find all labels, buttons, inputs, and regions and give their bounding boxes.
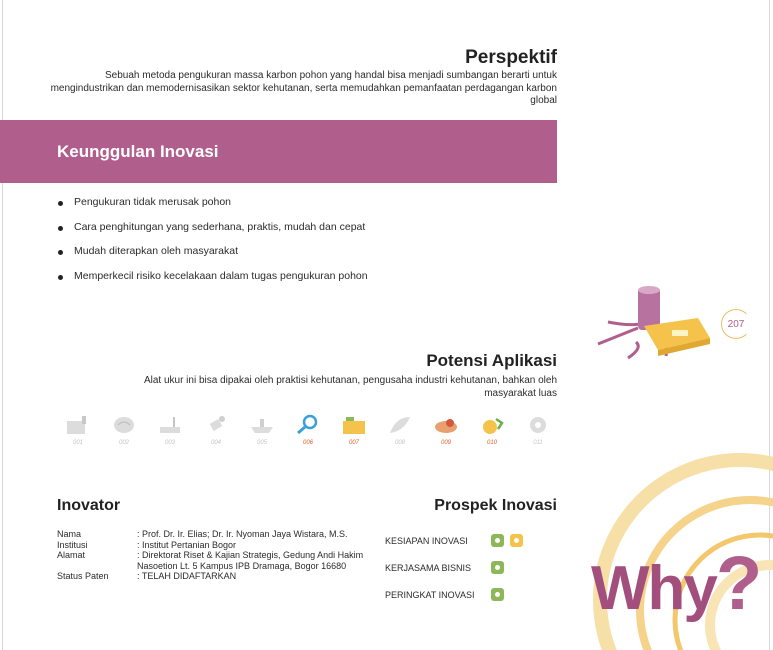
app-icon-008: 008 [377,413,423,451]
prospek-row: KERJASAMA BISNIS [385,554,529,581]
info-row: Alamat : Direktorat Riset & Kajian Strategis, Gedung Andi Hakim Nasoetion Lt. 5 Kampus IPB Dramaga, Bogor 16680 [57,550,364,571]
app-icon-005: 005 [239,413,285,451]
gear-icon [524,413,552,437]
list-item: Memperkecil risiko kecelakaan dalam tugas pengukuran pohon [57,270,368,295]
app-icon-003: 003 [147,413,193,451]
sun-icon [510,534,523,547]
app-icon-007: 007 [331,413,377,451]
business-icon [491,561,504,574]
info-row: Nama : Prof. Dr. Ir. Elias; Dr. Ir. Nyoman Jaya Wistara, M.S. [57,529,348,539]
perspektif-title: Perspektif [465,47,557,68]
bullet-icon [58,226,63,231]
list-item: Mudah diterapkan oleh masyarakat [57,245,368,270]
potensi-text: Alat ukur ini bisa dipakai oleh praktisi kehutanan, pengusaha industri kehutanan, bahkan oleh masyarakat luas [143,375,557,399]
application-icon-row [55,413,561,451]
readiness-icon [491,534,504,547]
recycle-icon [478,413,506,437]
construction-icon [156,413,184,437]
ship-icon [248,413,276,437]
bullet-icon [58,275,63,280]
app-icon-011: 011 [515,413,561,451]
app-icon-006: 006 [285,413,331,451]
app-icon-001: 001 [55,413,101,451]
inovator-info [57,529,365,582]
potensi-title: Potensi Aplikasi [426,351,557,370]
leaf-icon [386,413,414,437]
industry-icon [64,413,92,437]
prospek-title: Prospek Inovasi [434,497,557,514]
folder-icon [340,413,368,437]
why-logo: Why? [591,541,761,626]
page-border-left [2,0,3,650]
page-number: 207 [721,309,751,339]
app-icon-009: 009 [423,413,469,451]
keunggulan-list [57,196,368,294]
keunggulan-title: Keunggulan Inovasi [57,142,219,161]
magnifier-icon [294,413,322,437]
satellite-icon [202,413,230,437]
info-row: Status Paten : TELAH DIDAFTARKAN [57,571,237,581]
app-icon-004: 004 [193,413,239,451]
tree-scale-illustration [588,282,714,362]
list-item: Cara penghitungan yang sederhana, praktis, mudah dan cepat [57,221,368,246]
food-icon [432,413,460,437]
perspektif-text: Sebuah metoda pengukuran massa karbon pohon yang handal bisa menjadi sumbangan berarti untuk mengindustrikan dan memodernisasikan sektor kehutanan, serta memudahkan pemanfaatan perdagangan karbon global [50,70,557,106]
prospek-row: KESIAPAN INOVASI [385,527,529,554]
info-row: Institusi : Institut Pertanian Bogor [57,539,237,550]
prospek-list [385,527,529,608]
brain-icon [110,413,138,437]
bullet-icon [58,201,63,206]
bullet-icon [58,250,63,255]
app-icon-010: 010 [469,413,515,451]
inovator-title: Inovator [57,497,121,514]
prospek-row: PERINGKAT INOVASI [385,581,529,608]
list-item: Pengukuran tidak merusak pohon [57,196,368,221]
app-icon-002: 002 [101,413,147,451]
rating-icon [491,588,504,601]
